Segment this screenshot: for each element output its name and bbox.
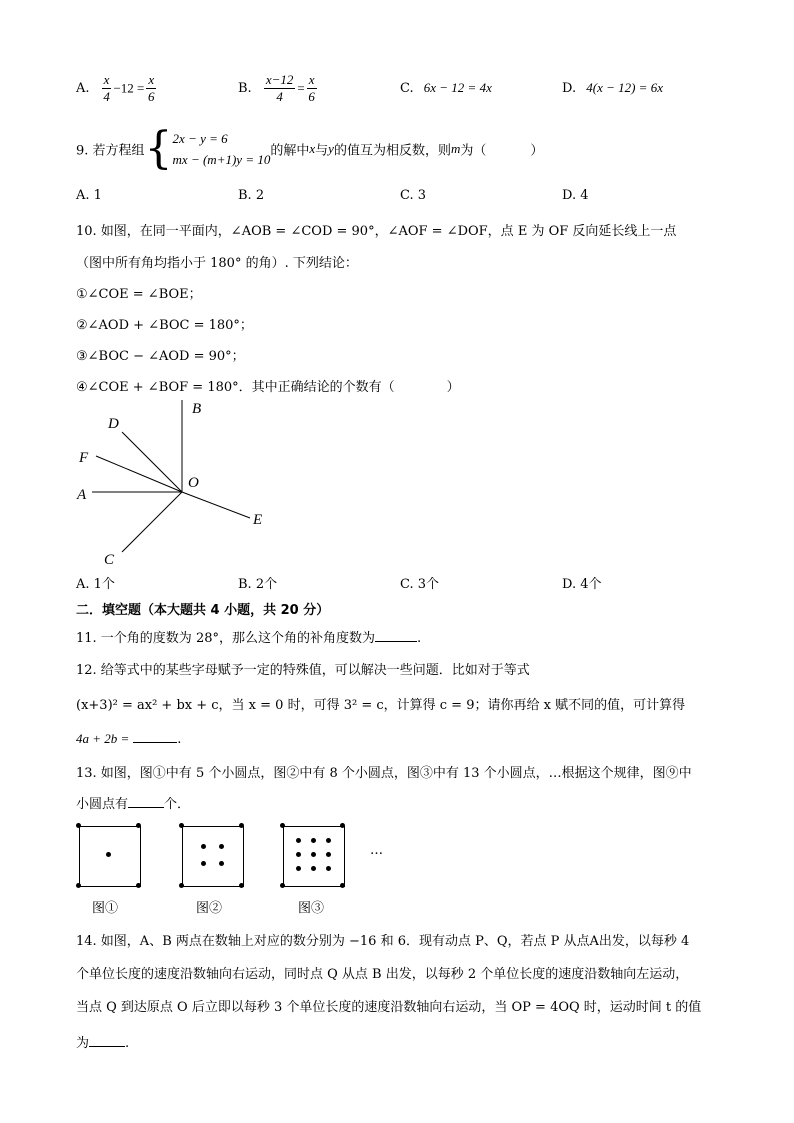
- q14-line-3: 当点 Q 到达原点 O 后立即以每秒 3 个单位长度的速度沿数轴向右运动，当 OP = 4OQ 时，运动时间 t 的值: [76, 1000, 702, 1015]
- denominator: 6: [148, 89, 155, 104]
- inner-dot: [311, 838, 316, 843]
- numerator: x−12: [265, 72, 294, 87]
- corner-dot: [340, 823, 345, 828]
- option-label: B.: [238, 81, 252, 96]
- q12-line-3: [76, 730, 181, 747]
- option-expression: 4(x − 12) = 6x: [586, 80, 663, 95]
- corner-dot: [76, 823, 81, 828]
- q8-option-c: [400, 80, 492, 96]
- q10-conclusion-2: ②∠AOD + ∠BOC = 180°；: [76, 318, 253, 333]
- figure-label-1: 图①: [92, 901, 119, 916]
- q10-line-1: 10. 如图，在同一平面内，∠AOB = ∠COD = 90°，∠AOF = ∠DOF，点 E 为 OF 反向延长线上一点: [76, 224, 677, 239]
- operator: =: [297, 80, 305, 96]
- answer-blank[interactable]: [89, 1034, 125, 1047]
- corner-dot: [179, 883, 184, 888]
- inner-dot: [296, 866, 301, 871]
- fraction: [102, 72, 112, 105]
- q12-line-1: 12. 给等式中的某些字母赋予一定的特殊值，可以解决一些问题．比如对于等式: [76, 663, 530, 678]
- variable-y: y: [328, 141, 334, 156]
- inner-dot: [311, 852, 316, 857]
- numerator: x: [103, 72, 110, 87]
- q10-conclusion-3: ③∠BOC − ∠AOD = 90°；: [76, 349, 245, 364]
- inner-dot: [201, 844, 206, 849]
- fraction: [146, 72, 156, 105]
- q10-line-2: （图中所有角均指小于 180° 的角）. 下列结论：: [76, 256, 358, 271]
- question-text: .: [125, 1036, 130, 1051]
- variable-m: m: [450, 141, 461, 156]
- inner-dot: [106, 852, 111, 857]
- corner-dot: [136, 883, 141, 888]
- label-c: C: [104, 552, 115, 568]
- q8-option-b: [238, 72, 319, 105]
- label-o: O: [188, 475, 199, 491]
- question-text: 为: [76, 1036, 90, 1051]
- question-text: 的解中: [270, 143, 310, 159]
- q8-option-d: [562, 80, 663, 96]
- label-b: B: [192, 401, 202, 417]
- answer-blank[interactable]: [133, 730, 177, 743]
- numerator: x: [148, 72, 155, 87]
- question-text: .: [416, 631, 422, 646]
- corner-dot: [136, 823, 141, 828]
- inner-dot: [296, 852, 301, 857]
- option-label: A.: [76, 81, 90, 96]
- option-expression: 6x − 12 = 4x: [423, 80, 492, 95]
- corner-dot: [179, 823, 184, 828]
- q8-option-a: [76, 72, 158, 105]
- inner-dot: [326, 852, 331, 857]
- corner-dot: [239, 883, 244, 888]
- expression: 4a + 2b =: [76, 731, 130, 746]
- q13-line-2: [76, 793, 190, 812]
- variable-x: x: [309, 141, 316, 156]
- corner-dot: [280, 823, 285, 828]
- corner-dot: [76, 883, 81, 888]
- ray-oe: [182, 492, 250, 518]
- fraction: [307, 72, 317, 105]
- q9-option-d: D. 4: [562, 188, 589, 203]
- label-d: D: [108, 416, 119, 432]
- ray-od: [122, 432, 182, 492]
- corner-dot: [340, 883, 345, 888]
- q14-line-1: 14. 如图，A、B 两点在数轴上对应的数分别为 −16 和 6．现有动点 P、Q，若点 P 从点A出发，以每秒 4: [76, 934, 690, 949]
- denominator: 6: [308, 89, 315, 104]
- denominator: 4: [276, 89, 283, 104]
- corner-dot: [280, 883, 285, 888]
- inner-dot: [311, 866, 316, 871]
- q9-option-b: B. 2: [238, 188, 265, 203]
- conclusion-text: ④∠COE + ∠BOF = 180°．其中正确结论的个数有（: [76, 380, 395, 395]
- q10-option-a: A. 1个: [76, 577, 115, 592]
- q10-option-d: D. 4个: [562, 577, 602, 592]
- operator: −12 =: [113, 80, 145, 96]
- question-prefix: 9. 若方程组: [76, 143, 145, 159]
- question-9: [76, 123, 544, 174]
- equation-1: 2x − y = 6: [172, 131, 228, 146]
- conclusion-text: ）: [446, 380, 460, 395]
- inner-dot: [296, 838, 301, 843]
- option-label: D.: [562, 81, 577, 96]
- q10-conclusion-1: ①∠COE = ∠BOE；: [76, 287, 202, 302]
- option-label: C.: [400, 81, 414, 96]
- ray-of: [96, 456, 182, 492]
- question-text: .: [177, 732, 182, 747]
- q9-option-a: A. 1: [76, 188, 102, 203]
- question-text: 的值互为相反数，则: [333, 143, 451, 159]
- question-text: ）: [530, 143, 544, 159]
- answer-blank[interactable]: [375, 629, 417, 642]
- q10-conclusion-4: [76, 376, 460, 395]
- inner-dot: [219, 844, 224, 849]
- square: [182, 826, 244, 887]
- brace-icon: {: [144, 123, 173, 174]
- equation-2: mx − (m+1)y = 10: [172, 152, 271, 167]
- q9-option-c: C. 3: [400, 188, 427, 203]
- question-text: 与: [315, 143, 329, 159]
- angle-figure: [70, 396, 280, 571]
- q14-line-2: 个单位长度的速度沿数轴向右运动，同时点 Q 从点 B 出发，以每秒 2 个单位长度的速度沿数轴向左运动，: [76, 967, 689, 982]
- denominator: 4: [103, 89, 110, 104]
- answer-blank[interactable]: [128, 795, 164, 808]
- inner-dot: [326, 838, 331, 843]
- figure-label-3: 图③: [298, 901, 325, 916]
- q10-option-c: C. 3个: [400, 577, 440, 592]
- numerator: x: [308, 72, 315, 87]
- question-text: 为（: [460, 143, 487, 159]
- question-text: 小圆点有: [76, 797, 129, 812]
- q10-option-b: B. 2个: [238, 577, 278, 592]
- question-text: 11. 一个角的度数为 28°，那么这个角的补角度数为: [76, 631, 375, 646]
- label-a: A: [77, 487, 87, 503]
- q13-line-1: 13. 如图，图①中有 5 个小圆点，图②中有 8 个小圆点，图③中有 13 个小圆点，…根据这个规律，图⑨中: [76, 766, 692, 781]
- equation-system: [173, 128, 271, 170]
- inner-dot: [219, 861, 224, 866]
- question-text: 个．: [164, 797, 191, 812]
- ellipsis: …: [370, 843, 383, 858]
- corner-dot: [239, 823, 244, 828]
- question-11: [76, 627, 421, 646]
- inner-dot: [201, 861, 206, 866]
- q12-line-2: (x+3)² = ax² + bx + c，当 x = 0 时，可得 3² = c，计算得 c = 9；请你再给 x 赋不同的值，可计算得: [76, 698, 686, 713]
- fraction: [264, 72, 296, 105]
- ray-oc: [122, 492, 182, 552]
- section-title: 二．填空题（本大题共 4 小题，共 20 分）: [76, 603, 330, 618]
- label-e: E: [253, 512, 263, 528]
- label-f: F: [79, 450, 89, 466]
- figure-label-2: 图②: [196, 901, 223, 916]
- inner-dot: [326, 866, 331, 871]
- q14-line-4: [76, 1032, 129, 1051]
